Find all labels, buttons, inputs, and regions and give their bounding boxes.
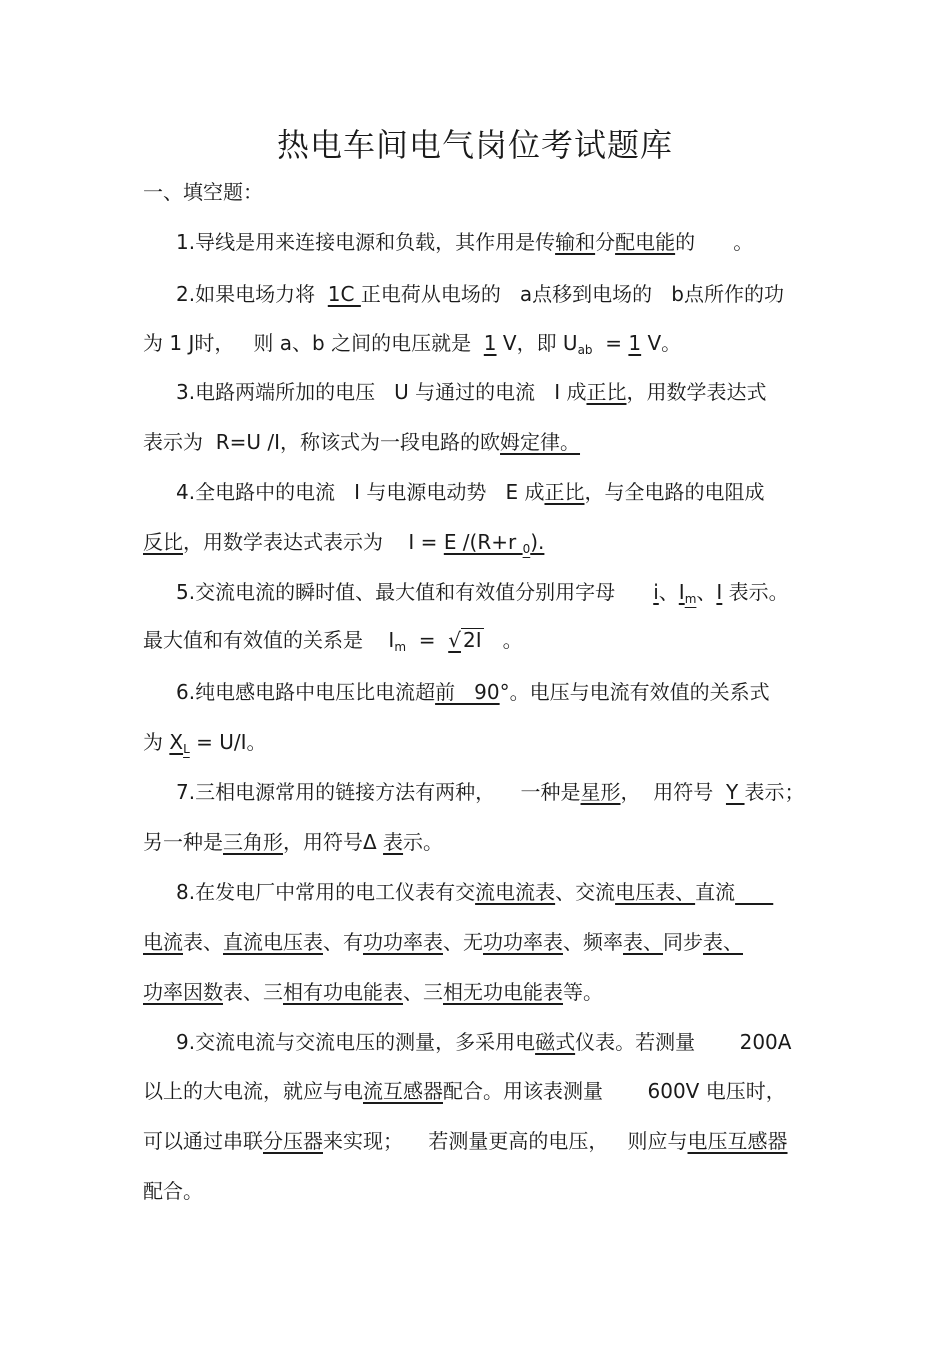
page-title: 热电车间电气岗位考试题库 [276, 126, 673, 164]
question-6-line-1: 6.纯电感电路中电压比电流超前 90°。电压与电流有效值的关系式 [176, 680, 770, 704]
question-9-line-4: 配合。 [143, 1179, 203, 1203]
question-3-line-2: 表示为 R=U /I，称该式为一段电路的欧姆定律。 [143, 430, 581, 454]
question-7-line-2: 另一种是三角形，用符号Δ 表示。 [143, 830, 444, 854]
question-5-line-2: 最大值和有效值的关系是 $I_m$ = √ 2I 。 [143, 628, 523, 654]
question-1-line-1: 1.导线是用来连接电源和负载，其作用是传输和分配电能的 。 [176, 230, 754, 254]
question-4-line-2: 反比，用数学表达式表示为 I = E /(R+r $_0$). [143, 530, 545, 556]
question-9-line-3: 可以通过串联分压器来实现； 若测量更高的电压， 则应与电压互感器 [143, 1129, 788, 1153]
question-5-line-1: 5.交流电流的瞬时值、最大值和有效值分别用字母 i、$I_m$、I 表示。 [176, 580, 789, 606]
question-7-line-1: 7.三相电源常用的链接方法有两种， 一种是星形， 用符号 Y 表示； [176, 780, 805, 804]
question-3-line-1: 3.电路两端所加的电压 U 与通过的电流 I 成正比，用数学表达式 [176, 380, 767, 404]
question-9-line-2: 以上的大电流，就应与电流互感器配合。用该表测量 600V 电压时， [143, 1079, 786, 1103]
question-8-line-1: 8.在发电厂中常用的电工仪表有交流电流表、交流电压表、直流 [176, 880, 736, 904]
section-heading: 一、填空题： [143, 180, 263, 204]
question-2-line-1: 2.如果电场力将 1C 正电荷从电场的 a点移到电场的 b点所作的功 [176, 282, 784, 306]
question-4-line-1: 4.全电路中的电流 I 与电源电动势 E 成正比，与全电路的电阻成 [176, 480, 765, 504]
question-8-line-2: 电流表、直流电压表、有功功率表、无功功率表、频率表、同步表、 [143, 930, 743, 954]
question-9-line-1: 9.交流电流与交流电压的测量，多采用电磁式仪表。若测量 200A [176, 1030, 792, 1054]
sqrt-expression: √ 2I [448, 628, 482, 652]
question-2-line-2: 为 1 J时， 则 a、b 之间的电压就是 1 V，即 $U_{ab} = 1$ V。 [143, 331, 682, 357]
question-6-line-2: 为 $X_L = U/I$。 [143, 730, 267, 756]
question-8-line-3: 功率因数表、三相有功电能表、三相无功电能表等。 [143, 980, 603, 1004]
